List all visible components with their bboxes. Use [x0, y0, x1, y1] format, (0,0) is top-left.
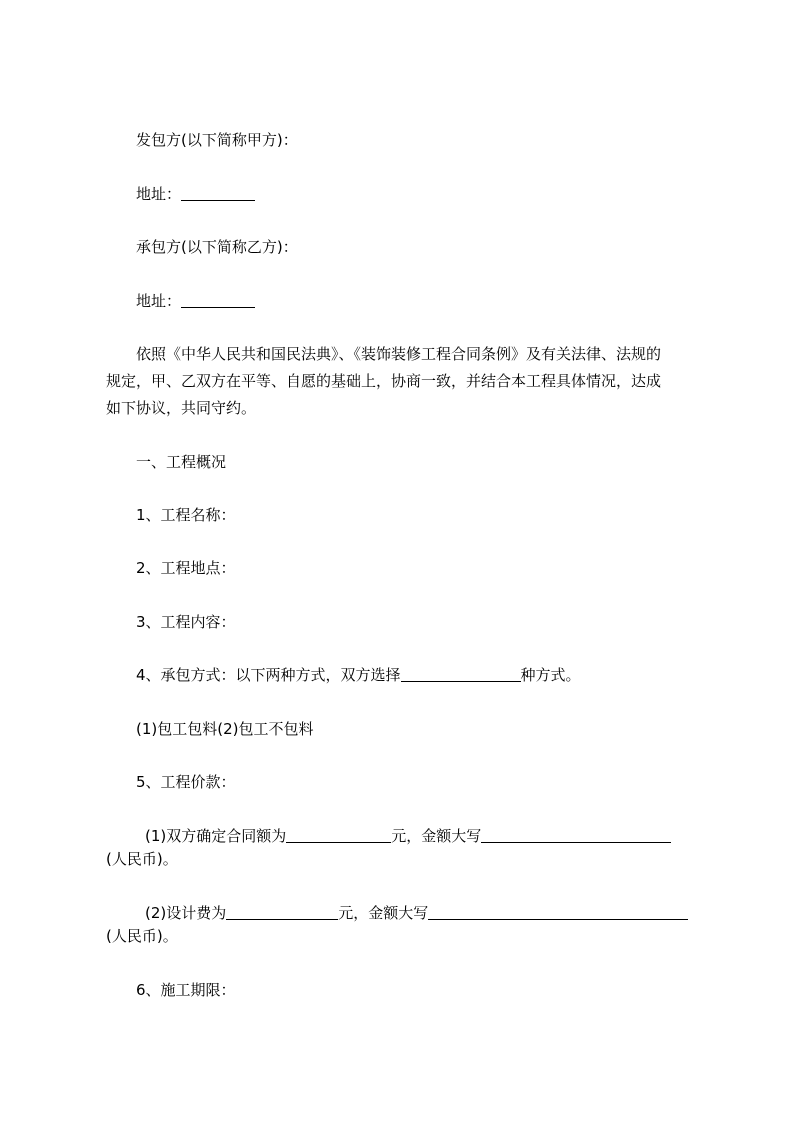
price-1-row: [145, 826, 671, 846]
contract-mode-blank: [401, 666, 521, 682]
price-2-mid: 元，金额大写: [338, 904, 429, 922]
price-1-amount-blank: [286, 827, 391, 843]
price-2-label: (2)设计费为: [145, 904, 227, 922]
item-price: 5、工程价款：: [136, 773, 236, 791]
contract-mode-label: 4、承包方式：以下两种方式，双方选择: [136, 666, 401, 684]
party-b-address-row: [136, 291, 255, 311]
price-1-currency: (人民币)。: [106, 850, 178, 868]
contract-mode-suffix: 种方式。: [520, 666, 581, 684]
item-project-content: 3、工程内容：: [136, 613, 236, 631]
section-heading: 一、工程概况: [136, 453, 227, 471]
contract-mode-options: (1)包工包料(2)包工不包料: [136, 720, 314, 738]
item-construction-period: 6、施工期限：: [136, 981, 236, 999]
item-project-location: 2、工程地点：: [136, 559, 236, 577]
price-2-currency: (人民币)。: [106, 927, 178, 945]
party-a-address-row: [136, 184, 255, 204]
price-2-row: [145, 903, 688, 923]
item-contract-mode-row: [136, 665, 581, 685]
party-b-address-label: 地址：: [136, 292, 182, 310]
party-a-address-blank: [181, 185, 255, 201]
item-project-name: 1、工程名称：: [136, 506, 236, 524]
intro-line-2: 规定，甲、乙双方在平等、自愿的基础上，协商一致，并结合本工程具体情况，达成: [106, 372, 662, 390]
price-2-words-blank: [428, 904, 688, 920]
party-b-address-blank: [181, 292, 255, 308]
price-1-label: (1)双方确定合同额为: [145, 827, 287, 845]
price-1-words-blank: [481, 827, 671, 843]
price-2-amount-blank: [226, 904, 338, 920]
party-a-label: 发包方(以下简称甲方)：: [136, 131, 298, 149]
price-1-mid: 元，金额大写: [391, 827, 482, 845]
party-b-label: 承包方(以下简称乙方)：: [136, 238, 298, 256]
party-a-address-label: 地址：: [136, 185, 182, 203]
intro-line-3: 如下协议，共同守约。: [106, 399, 257, 417]
intro-line-1: 依照《中华人民共和国民法典》、《装饰装修工程合同条例》及有关法律、法规的: [136, 345, 662, 363]
